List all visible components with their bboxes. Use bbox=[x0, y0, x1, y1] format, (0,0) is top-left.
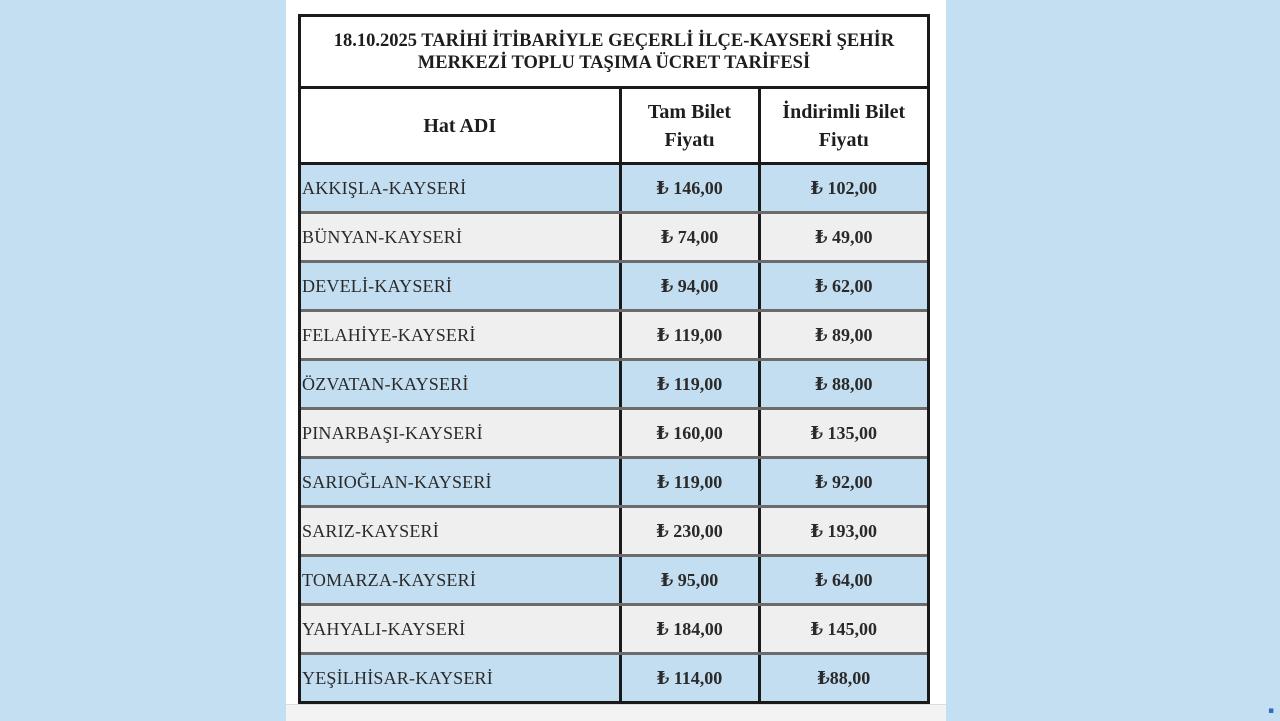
route-name-cell: SARIZ-KAYSERİ bbox=[301, 507, 620, 556]
discount-fare-cell: ₺ 135,00 bbox=[759, 409, 927, 458]
route-name-cell: PINARBAŞI-KAYSERİ bbox=[301, 409, 620, 458]
table-row bbox=[301, 262, 927, 311]
discount-fare-cell: ₺88,00 bbox=[759, 654, 927, 702]
page-bottom-strip bbox=[286, 704, 946, 721]
table-row bbox=[301, 605, 927, 654]
column-header-discount-fare: İndirimli Bilet Fiyatı bbox=[759, 89, 927, 164]
route-name-cell: FELAHİYE-KAYSERİ bbox=[301, 311, 620, 360]
table-title-row bbox=[301, 17, 927, 89]
table-row bbox=[301, 360, 927, 409]
route-name-cell: TOMARZA-KAYSERİ bbox=[301, 556, 620, 605]
table-row bbox=[301, 654, 927, 702]
header-row bbox=[301, 89, 927, 164]
full-fare-cell: ₺ 119,00 bbox=[620, 360, 759, 409]
discount-fare-cell: ₺ 49,00 bbox=[759, 213, 927, 262]
discount-fare-cell: ₺ 64,00 bbox=[759, 556, 927, 605]
fare-rows bbox=[301, 164, 927, 702]
full-fare-cell: ₺ 184,00 bbox=[620, 605, 759, 654]
full-fare-cell: ₺ 94,00 bbox=[620, 262, 759, 311]
table-row bbox=[301, 213, 927, 262]
table-row bbox=[301, 311, 927, 360]
table-row bbox=[301, 507, 927, 556]
route-name-cell: ÖZVATAN-KAYSERİ bbox=[301, 360, 620, 409]
route-name-cell: BÜNYAN-KAYSERİ bbox=[301, 213, 620, 262]
route-name-cell: DEVELİ-KAYSERİ bbox=[301, 262, 620, 311]
table-row bbox=[301, 409, 927, 458]
route-name-cell: AKKIŞLA-KAYSERİ bbox=[301, 164, 620, 213]
discount-fare-cell: ₺ 89,00 bbox=[759, 311, 927, 360]
fare-table bbox=[298, 14, 930, 704]
route-name-cell: YAHYALI-KAYSERİ bbox=[301, 605, 620, 654]
full-fare-cell: ₺ 230,00 bbox=[620, 507, 759, 556]
corner-icon: ▪ bbox=[1268, 706, 1275, 716]
full-fare-cell: ₺ 95,00 bbox=[620, 556, 759, 605]
column-header-full-fare: Tam Bilet Fiyatı bbox=[620, 89, 759, 164]
discount-fare-cell: ₺ 62,00 bbox=[759, 262, 927, 311]
table-row bbox=[301, 164, 927, 213]
route-name-cell: YEŞİLHİSAR-KAYSERİ bbox=[301, 654, 620, 702]
discount-fare-cell: ₺ 88,00 bbox=[759, 360, 927, 409]
table-title: 18.10.2025 TARİHİ İTİBARİYLE GEÇERLİ İLÇE-KAYSERİ ŞEHİR MERKEZİ TOPLU TAŞIMA ÜCRET TARİFESİ bbox=[333, 30, 895, 73]
full-fare-cell: ₺ 114,00 bbox=[620, 654, 759, 702]
full-fare-cell: ₺ 119,00 bbox=[620, 311, 759, 360]
full-fare-cell: ₺ 74,00 bbox=[620, 213, 759, 262]
document-page bbox=[286, 0, 946, 720]
full-fare-cell: ₺ 119,00 bbox=[620, 458, 759, 507]
fare-grid bbox=[301, 89, 927, 701]
full-fare-cell: ₺ 146,00 bbox=[620, 164, 759, 213]
discount-fare-cell: ₺ 102,00 bbox=[759, 164, 927, 213]
discount-fare-cell: ₺ 92,00 bbox=[759, 458, 927, 507]
discount-fare-cell: ₺ 145,00 bbox=[759, 605, 927, 654]
table-row bbox=[301, 556, 927, 605]
column-header-route: Hat ADI bbox=[301, 89, 620, 164]
discount-fare-cell: ₺ 193,00 bbox=[759, 507, 927, 556]
full-fare-cell: ₺ 160,00 bbox=[620, 409, 759, 458]
table-row bbox=[301, 458, 927, 507]
route-name-cell: SARIOĞLAN-KAYSERİ bbox=[301, 458, 620, 507]
